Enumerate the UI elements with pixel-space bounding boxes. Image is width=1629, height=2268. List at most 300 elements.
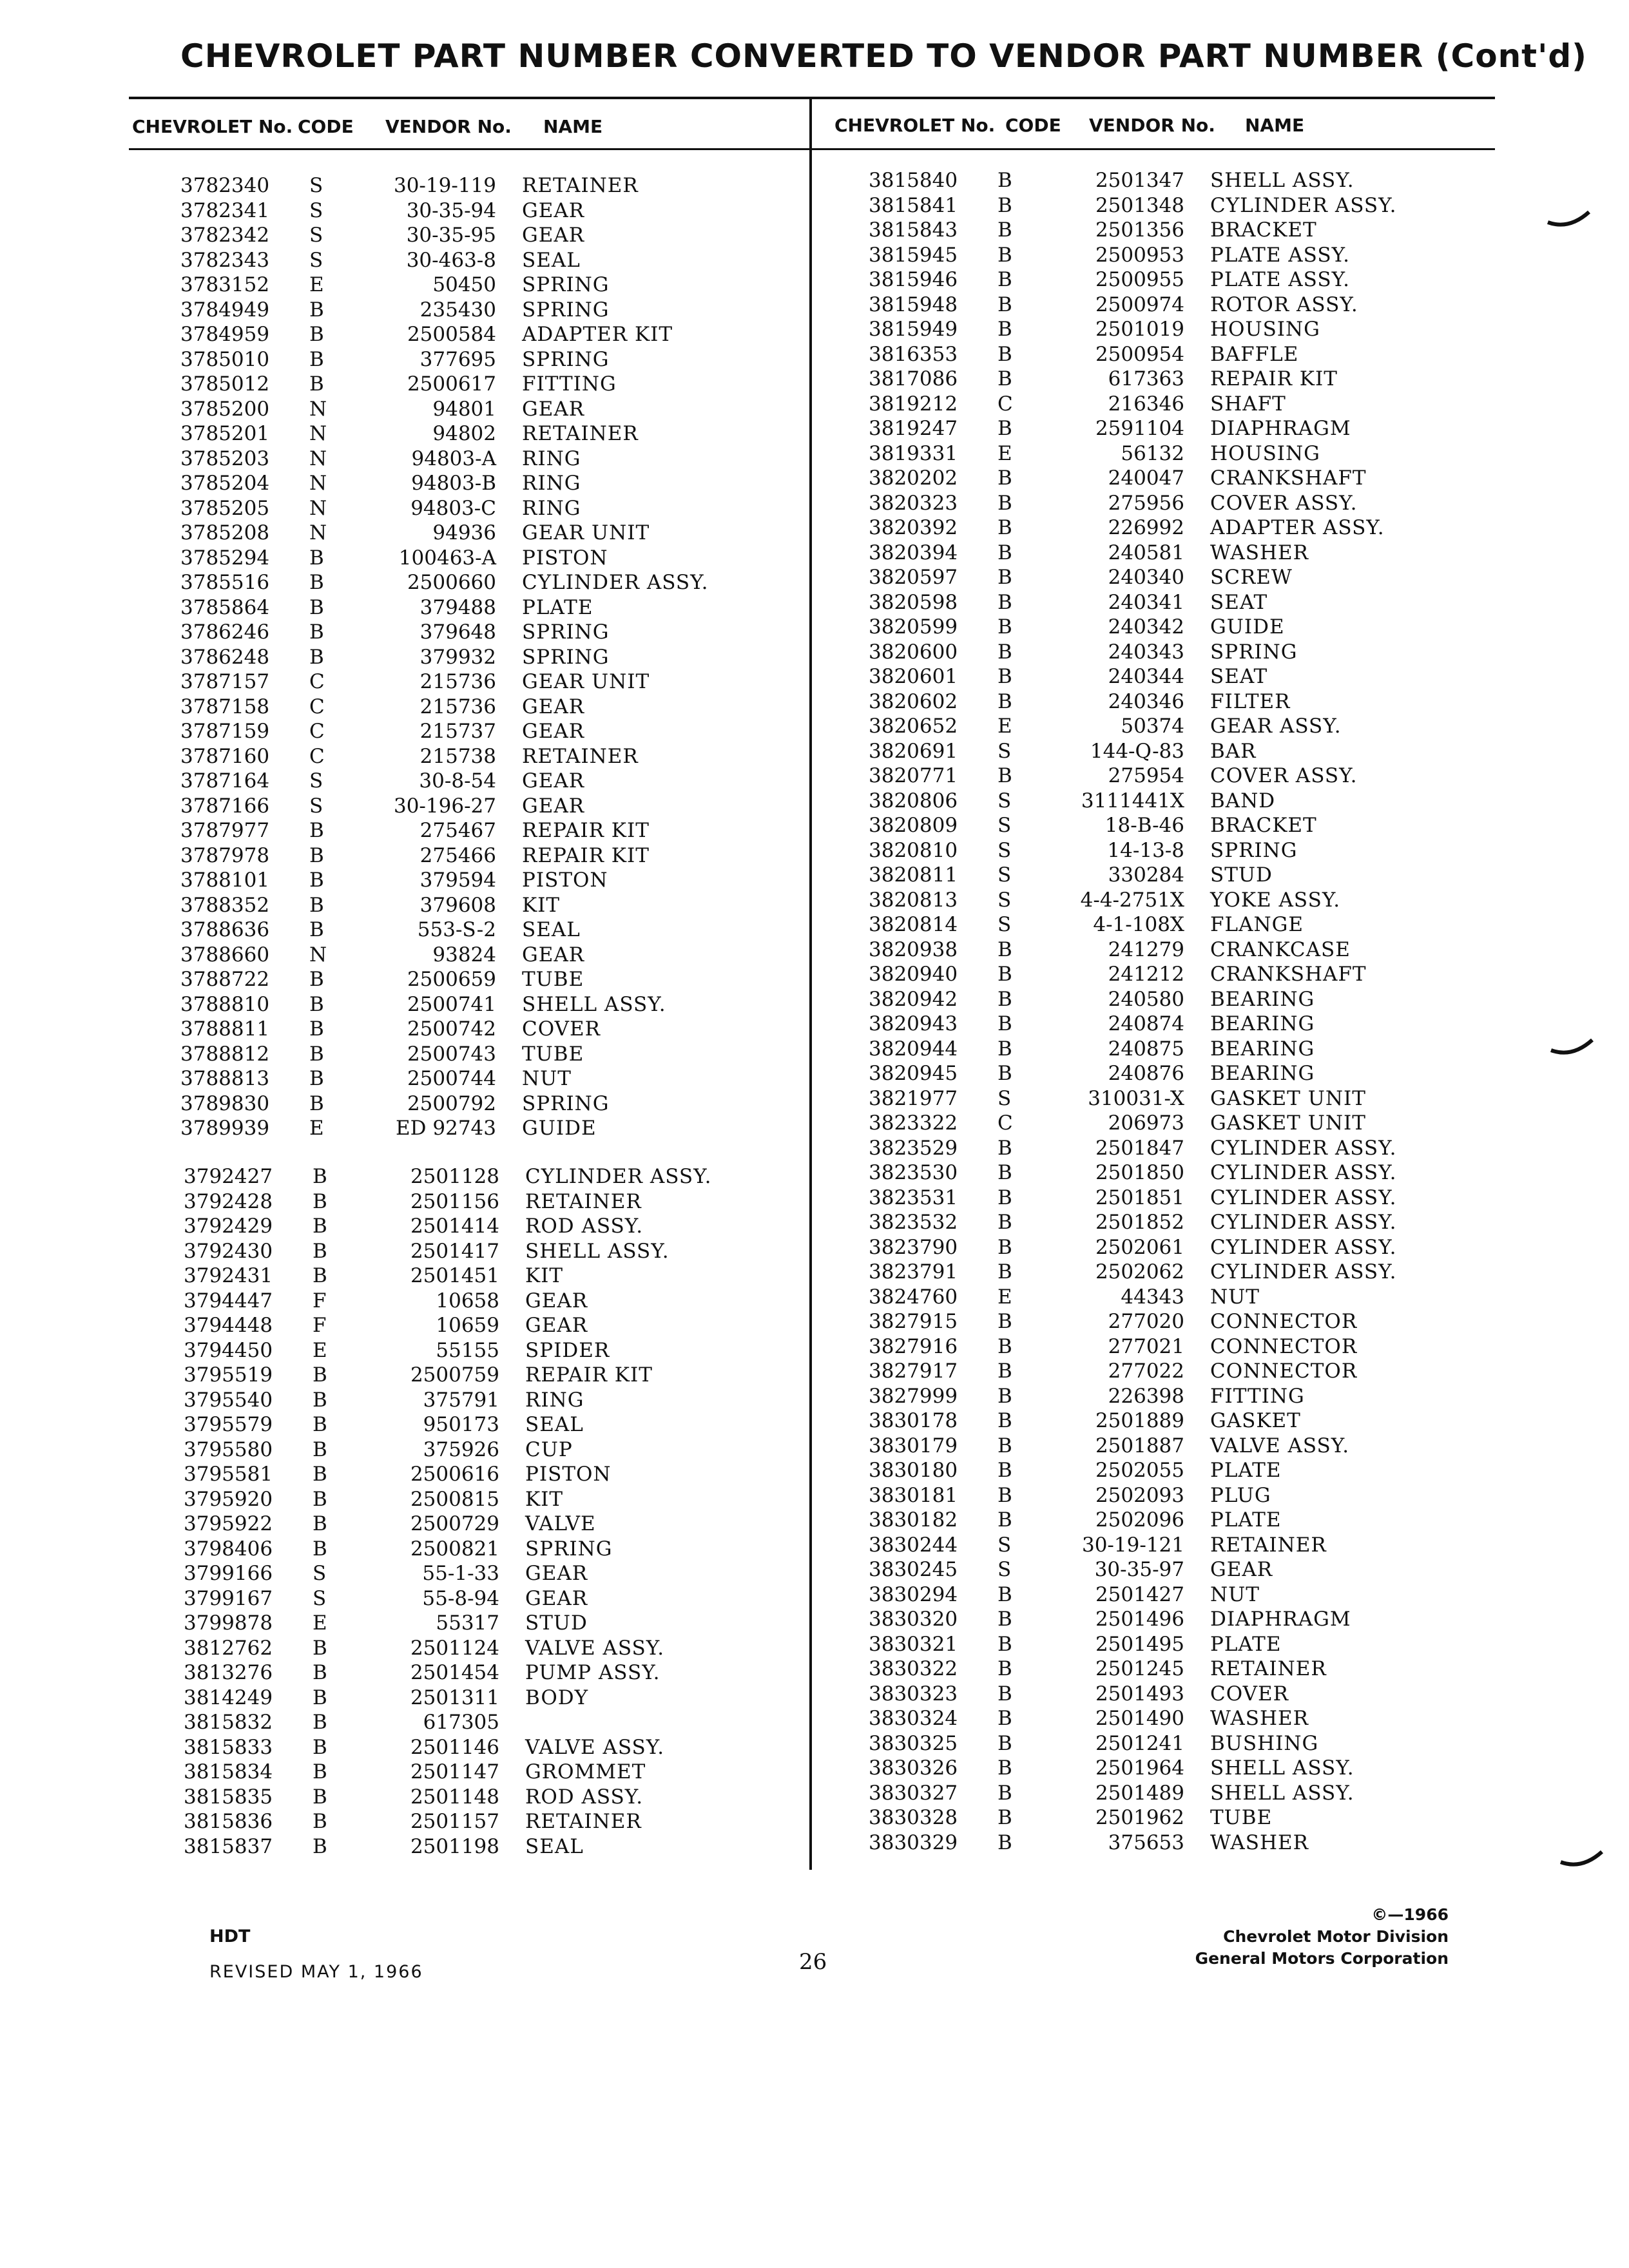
- part-name: REPAIR KIT: [522, 843, 650, 867]
- vendor-number: 375926: [423, 1437, 499, 1461]
- chevrolet-number: 3823529: [869, 1136, 958, 1160]
- vendor-number: 2500821: [410, 1537, 499, 1561]
- header-code: CODE: [298, 116, 354, 137]
- check-mark-icon: [1559, 1849, 1605, 1869]
- chevrolet-number: 3794448: [184, 1314, 273, 1337]
- vendor-number: 2501496: [1095, 1608, 1184, 1631]
- chevrolet-number: 3820394: [869, 541, 958, 564]
- chevrolet-number: 3813276: [184, 1661, 273, 1684]
- code: B: [998, 1831, 1012, 1854]
- part-name: DIAPHRAGM: [1210, 1608, 1351, 1631]
- vendor-number: 30-8-54: [419, 769, 496, 793]
- part-name: HOUSING: [1210, 318, 1320, 341]
- table-row: [869, 665, 1449, 690]
- vendor-number: 2500954: [1095, 342, 1184, 366]
- table-row: [180, 695, 760, 720]
- code: B: [313, 1239, 327, 1263]
- check-mark-icon: [1547, 209, 1592, 229]
- table-row: [869, 442, 1449, 467]
- chevrolet-number: 3782342: [180, 224, 270, 247]
- vendor-number: 50374: [1121, 715, 1184, 738]
- chevrolet-number: 3815841: [869, 193, 958, 217]
- code: B: [313, 1785, 327, 1809]
- code: C: [309, 744, 325, 768]
- vendor-number: 379488: [419, 595, 496, 619]
- part-name: CRANKSHAFT: [1210, 963, 1367, 986]
- vendor-number: 277022: [1108, 1360, 1184, 1383]
- table-row: [180, 720, 760, 745]
- code: B: [313, 1686, 327, 1709]
- left-parts-table-continued: [184, 1165, 764, 1860]
- code: B: [309, 1067, 324, 1090]
- vendor-number: 2501124: [410, 1636, 499, 1660]
- vendor-number: 241279: [1108, 937, 1184, 961]
- vendor-number: 240875: [1108, 1037, 1184, 1061]
- vendor-number: 2500742: [407, 1017, 496, 1041]
- part-name: ADAPTER KIT: [522, 323, 673, 346]
- code: E: [998, 441, 1012, 465]
- chevrolet-number: 3830294: [869, 1582, 958, 1606]
- part-name: CYLINDER ASSY.: [1210, 1260, 1397, 1283]
- part-name: RETAINER: [522, 174, 639, 197]
- part-name: STUD: [525, 1611, 588, 1635]
- vendor-number: 226398: [1108, 1384, 1184, 1408]
- vendor-number: 30-35-97: [1094, 1558, 1184, 1581]
- part-name: VALVE ASSY.: [525, 1735, 665, 1759]
- vendor-number: 2502055: [1095, 1459, 1184, 1482]
- chevrolet-number: 3820944: [869, 1037, 958, 1061]
- table-row: [869, 169, 1449, 194]
- table-row: [184, 1289, 764, 1314]
- part-name: PUMP ASSY.: [525, 1661, 660, 1684]
- table-row: [180, 968, 760, 993]
- chevrolet-number: 3787160: [180, 744, 270, 768]
- table-row: [869, 963, 1449, 988]
- table-row: [869, 417, 1449, 442]
- chevrolet-number: 3819212: [869, 392, 958, 416]
- part-name: CYLINDER ASSY.: [1210, 1211, 1397, 1234]
- vendor-number: 55-1-33: [422, 1562, 499, 1585]
- code: B: [998, 665, 1012, 688]
- part-name: TUBE: [522, 968, 584, 991]
- part-name: GEAR: [522, 794, 585, 818]
- code: B: [998, 987, 1012, 1011]
- chevrolet-number: 3820814: [869, 913, 958, 936]
- code: B: [998, 541, 1012, 564]
- part-name: PLATE: [1210, 1459, 1282, 1482]
- chevrolet-number: 3786246: [180, 620, 270, 644]
- chevrolet-number: 3830245: [869, 1558, 958, 1581]
- code: B: [313, 1537, 327, 1561]
- table-row: [184, 1463, 764, 1488]
- code: N: [309, 521, 327, 544]
- vendor-number: 379648: [419, 620, 496, 644]
- code: E: [313, 1338, 327, 1362]
- code: C: [309, 670, 325, 693]
- chevrolet-number: 3795579: [184, 1413, 273, 1436]
- code: B: [998, 1384, 1012, 1408]
- chevrolet-number: 3823530: [869, 1161, 958, 1184]
- table-row: [180, 372, 760, 398]
- chevrolet-number: 3830182: [869, 1508, 958, 1532]
- table-row: [869, 690, 1449, 715]
- vendor-number: 2501851: [1095, 1186, 1184, 1209]
- footer-copyright: ©—1966: [1371, 1905, 1449, 1924]
- part-name: BAFFLE: [1210, 342, 1299, 366]
- chevrolet-number: 3795519: [184, 1363, 273, 1387]
- chevrolet-number: 3820602: [869, 689, 958, 713]
- table-row: [180, 869, 760, 894]
- header-bottom-rule: [129, 148, 1495, 150]
- chevrolet-number: 3792428: [184, 1189, 273, 1213]
- part-name: GEAR: [525, 1586, 588, 1610]
- chevrolet-number: 3784949: [180, 298, 270, 322]
- code: B: [998, 1037, 1012, 1061]
- vendor-number: 2501414: [410, 1215, 499, 1238]
- code: B: [998, 1409, 1012, 1432]
- table-row: [180, 199, 760, 224]
- part-name: STUD: [1210, 863, 1273, 887]
- part-name: TUBE: [1210, 1806, 1273, 1829]
- code: S: [309, 198, 323, 222]
- table-row: [869, 1285, 1449, 1311]
- table-row: [869, 1236, 1449, 1261]
- table-row: [869, 1062, 1449, 1087]
- table-row: [184, 1637, 764, 1662]
- part-name: GEAR: [525, 1562, 588, 1585]
- part-name: SPRING: [522, 1091, 610, 1115]
- table-row: [184, 1264, 764, 1289]
- table-row: [869, 1434, 1449, 1459]
- code: B: [313, 1636, 327, 1660]
- table-row: [180, 447, 760, 472]
- part-name: CONNECTOR: [1210, 1310, 1358, 1333]
- part-name: SPRING: [522, 298, 610, 322]
- vendor-number: 2501245: [1095, 1657, 1184, 1680]
- part-name: GEAR: [522, 695, 585, 718]
- right-parts-table: [869, 169, 1449, 1856]
- chevrolet-number: 3812762: [184, 1636, 273, 1660]
- code: B: [998, 1483, 1012, 1507]
- vendor-number: 2501146: [410, 1735, 499, 1759]
- part-name: ADAPTER ASSY.: [1210, 516, 1385, 539]
- vendor-number: 2500584: [407, 323, 496, 346]
- code: E: [309, 1117, 324, 1140]
- table-row: [869, 1459, 1449, 1484]
- part-name: RETAINER: [522, 422, 639, 445]
- vendor-number: 93824: [432, 943, 496, 966]
- table-row: [869, 913, 1449, 938]
- table-row: [869, 591, 1449, 616]
- code: B: [998, 218, 1012, 242]
- code: B: [998, 1756, 1012, 1780]
- code: B: [313, 1834, 327, 1858]
- table-row: [180, 174, 760, 199]
- part-name: GUIDE: [1210, 615, 1285, 639]
- code: B: [998, 764, 1012, 787]
- part-name: GEAR: [522, 224, 585, 247]
- table-row: [869, 615, 1449, 640]
- page-title: CHEVROLET PART NUMBER CONVERTED TO VENDOR PART NUMBER (Cont'd): [180, 37, 1588, 75]
- chevrolet-number: 3785012: [180, 372, 270, 396]
- header-name: NAME: [543, 116, 603, 137]
- vendor-number: 2501495: [1095, 1632, 1184, 1656]
- code: B: [309, 918, 324, 941]
- code: N: [309, 943, 327, 966]
- vendor-number: 2501889: [1095, 1409, 1184, 1432]
- chevrolet-number: 3785201: [180, 422, 270, 445]
- code: B: [998, 1707, 1012, 1730]
- chevrolet-number: 3820601: [869, 665, 958, 688]
- table-row: [869, 541, 1449, 566]
- vendor-number: 330284: [1108, 863, 1184, 887]
- vendor-number: 30-19-119: [393, 174, 496, 197]
- chevrolet-number: 3787159: [180, 720, 270, 743]
- vendor-number: 215738: [419, 744, 496, 768]
- vendor-number: 2500659: [407, 968, 496, 991]
- table-row: [869, 938, 1449, 963]
- part-name: KIT: [525, 1264, 564, 1287]
- code: B: [998, 615, 1012, 639]
- part-name: SHELL ASSY.: [1210, 169, 1354, 192]
- table-row: [180, 918, 760, 943]
- part-name: CRANKSHAFT: [1210, 466, 1367, 490]
- vendor-number: 240343: [1108, 640, 1184, 664]
- vendor-number: 379594: [419, 869, 496, 892]
- code: B: [998, 1360, 1012, 1383]
- chevrolet-number: 3820813: [869, 888, 958, 912]
- table-row: [869, 1409, 1449, 1434]
- table-row: [869, 516, 1449, 541]
- vendor-number: 55155: [436, 1338, 499, 1362]
- code: B: [998, 1211, 1012, 1234]
- table-row: [869, 1707, 1449, 1732]
- code: B: [998, 937, 1012, 961]
- vendor-number: 240346: [1108, 689, 1184, 713]
- header-top-rule: [129, 97, 1495, 99]
- chevrolet-number: 3830325: [869, 1731, 958, 1755]
- vendor-number: 30-19-121: [1081, 1533, 1184, 1557]
- chevrolet-number: 3815833: [184, 1735, 273, 1759]
- table-row: [184, 1785, 764, 1811]
- part-name: CUP: [525, 1437, 573, 1461]
- chevrolet-number: 3792430: [184, 1239, 273, 1263]
- chevrolet-number: 3820691: [869, 739, 958, 763]
- part-name: SCREW: [1210, 566, 1293, 589]
- vendor-number: 2501148: [410, 1785, 499, 1809]
- code: N: [309, 447, 327, 470]
- part-name: CYLINDER ASSY.: [525, 1165, 712, 1188]
- chevrolet-number: 3815834: [184, 1760, 273, 1783]
- part-name: CYLINDER ASSY.: [522, 571, 709, 594]
- table-row: [869, 293, 1449, 318]
- code: C: [309, 695, 325, 718]
- code: B: [313, 1487, 327, 1511]
- code: B: [998, 1657, 1012, 1680]
- vendor-number: 375653: [1108, 1831, 1184, 1854]
- vendor-number: 2501493: [1095, 1682, 1184, 1706]
- table-row: [869, 1385, 1449, 1410]
- part-name: GEAR: [522, 198, 585, 222]
- table-row: [869, 863, 1449, 889]
- chevrolet-number: 3815835: [184, 1785, 273, 1809]
- vendor-number: 2502093: [1095, 1483, 1184, 1507]
- table-row: [184, 1686, 764, 1711]
- vendor-number: 2501964: [1095, 1756, 1184, 1780]
- chevrolet-number: 3820598: [869, 590, 958, 614]
- vendor-number: 2500743: [407, 1042, 496, 1066]
- code: B: [998, 466, 1012, 490]
- part-name: BRACKET: [1210, 218, 1317, 242]
- vendor-number: 2500955: [1095, 268, 1184, 291]
- code: S: [309, 794, 323, 818]
- part-name: PLATE: [522, 595, 593, 619]
- chevrolet-number: 3785204: [180, 472, 270, 495]
- chevrolet-number: 3794450: [184, 1338, 273, 1362]
- chevrolet-number: 3787157: [180, 670, 270, 693]
- table-row: [869, 764, 1449, 789]
- chevrolet-number: 3820392: [869, 516, 958, 539]
- vendor-number: 30-35-94: [406, 198, 496, 222]
- part-name: VALVE ASSY.: [1210, 1434, 1350, 1457]
- table-row: [180, 670, 760, 695]
- chevrolet-number: 3820652: [869, 715, 958, 738]
- table-row: [180, 546, 760, 572]
- table-row: [869, 1508, 1449, 1533]
- code: B: [998, 367, 1012, 390]
- chevrolet-number: 3782341: [180, 198, 270, 222]
- chevrolet-number: 3789830: [180, 1091, 270, 1115]
- code: B: [998, 1161, 1012, 1184]
- table-row: [184, 1611, 764, 1637]
- part-name: RING: [525, 1388, 584, 1412]
- part-name: CYLINDER ASSY.: [1210, 1235, 1397, 1259]
- part-name: CONNECTOR: [1210, 1334, 1358, 1358]
- vendor-number: 215736: [419, 695, 496, 718]
- part-name: CRANKCASE: [1210, 937, 1351, 961]
- chevrolet-number: 3799878: [184, 1611, 273, 1635]
- part-name: SPRING: [1210, 640, 1298, 664]
- table-row: [180, 620, 760, 646]
- part-name: BRACKET: [1210, 814, 1317, 837]
- code: B: [309, 1042, 324, 1066]
- table-row: [184, 1190, 764, 1215]
- part-name: VALVE: [525, 1512, 596, 1535]
- chevrolet-number: 3787166: [180, 794, 270, 818]
- code: B: [998, 1632, 1012, 1656]
- part-name: SHELL ASSY.: [525, 1239, 670, 1263]
- chevrolet-number: 3795920: [184, 1487, 273, 1511]
- chevrolet-number: 3815840: [869, 169, 958, 192]
- table-row: [869, 889, 1449, 914]
- code: B: [309, 968, 324, 991]
- vendor-number: 2501356: [1095, 218, 1184, 242]
- vendor-number: 240344: [1108, 665, 1184, 688]
- code: B: [998, 318, 1012, 341]
- part-name: RING: [522, 496, 581, 520]
- table-row: [184, 1215, 764, 1240]
- chevrolet-number: 3830329: [869, 1831, 958, 1854]
- part-name: PLATE: [1210, 1632, 1282, 1656]
- vendor-number: 2501417: [410, 1239, 499, 1263]
- code: B: [998, 1260, 1012, 1283]
- part-name: RETAINER: [1210, 1657, 1327, 1680]
- chevrolet-number: 3820942: [869, 987, 958, 1011]
- chevrolet-number: 3823322: [869, 1111, 958, 1135]
- left-parts-table: [180, 174, 760, 1142]
- chevrolet-number: 3815832: [184, 1711, 273, 1734]
- chevrolet-number: 3823791: [869, 1260, 958, 1283]
- code: B: [313, 1760, 327, 1783]
- part-name: BEARING: [1210, 1012, 1315, 1035]
- code: B: [998, 293, 1012, 316]
- chevrolet-number: 3815946: [869, 268, 958, 291]
- vendor-number: 2500744: [407, 1067, 496, 1090]
- code: B: [998, 640, 1012, 664]
- chevrolet-number: 3792429: [184, 1215, 273, 1238]
- vendor-number: 240342: [1108, 615, 1184, 639]
- code: B: [309, 323, 324, 346]
- code: B: [998, 1582, 1012, 1606]
- table-row: [869, 492, 1449, 517]
- code: B: [998, 268, 1012, 291]
- part-name: GEAR: [525, 1289, 588, 1312]
- part-name: BAND: [1210, 789, 1276, 812]
- table-row: [869, 1533, 1449, 1559]
- part-name: FITTING: [1210, 1384, 1305, 1408]
- chevrolet-number: 3820600: [869, 640, 958, 664]
- vendor-number: 2500729: [410, 1512, 499, 1535]
- table-row: [869, 1732, 1449, 1757]
- code: B: [309, 595, 324, 619]
- chevrolet-number: 3827999: [869, 1384, 958, 1408]
- table-row: [869, 218, 1449, 244]
- vendor-number: 379608: [419, 893, 496, 917]
- chevrolet-number: 3785208: [180, 521, 270, 544]
- vendor-number: 94801: [432, 397, 496, 421]
- part-name: FLANGE: [1210, 913, 1304, 936]
- chevrolet-number: 3788660: [180, 943, 270, 966]
- chevrolet-number: 3830326: [869, 1756, 958, 1780]
- table-row: [184, 1389, 764, 1414]
- part-name: SPRING: [525, 1537, 613, 1561]
- code: B: [309, 347, 324, 371]
- code: B: [313, 1463, 327, 1486]
- table-row: [180, 596, 760, 621]
- chevrolet-number: 3820943: [869, 1012, 958, 1035]
- code: E: [998, 1285, 1012, 1309]
- vendor-number: 2500741: [407, 992, 496, 1016]
- chevrolet-number: 3820806: [869, 789, 958, 812]
- part-name: COVER ASSY.: [1210, 764, 1358, 787]
- table-row: [180, 273, 760, 298]
- table-row: [869, 1657, 1449, 1682]
- part-name: GEAR UNIT: [522, 670, 650, 693]
- part-name: REPAIR KIT: [525, 1363, 653, 1387]
- vendor-number: 617305: [423, 1711, 499, 1734]
- part-name: RETAINER: [1210, 1533, 1327, 1557]
- table-row: [869, 466, 1449, 492]
- table-row: [869, 1161, 1449, 1186]
- table-row: [180, 993, 760, 1018]
- vendor-number: 55317: [436, 1611, 499, 1635]
- table-row: [180, 745, 760, 770]
- code: B: [998, 1508, 1012, 1532]
- table-row: [869, 1806, 1449, 1831]
- vendor-number: 2501852: [1095, 1211, 1184, 1234]
- part-name: GEAR: [525, 1314, 588, 1337]
- vendor-number: 275466: [419, 843, 496, 867]
